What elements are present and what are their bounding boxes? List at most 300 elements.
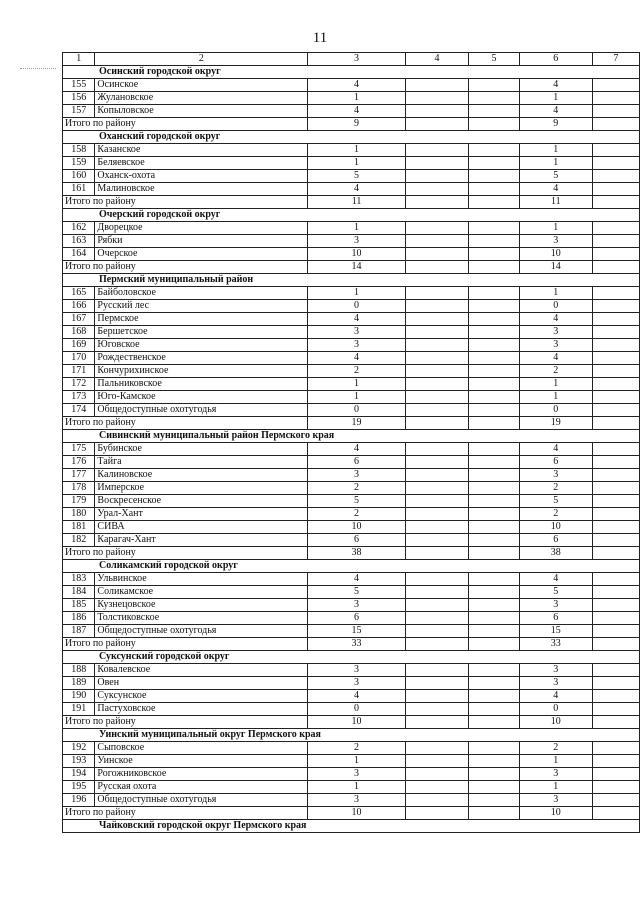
col4-value xyxy=(405,300,468,313)
col5-value xyxy=(469,625,520,638)
col6-total: 10 xyxy=(519,807,592,820)
table-row xyxy=(63,92,640,105)
col3-value: 4 xyxy=(308,79,406,92)
total-label: Итого по району xyxy=(63,417,308,430)
col7-value xyxy=(592,508,639,521)
col5-value xyxy=(469,456,520,469)
col6-value: 1 xyxy=(519,378,592,391)
col7-value xyxy=(592,482,639,495)
table-row xyxy=(63,235,640,248)
col3-value: 1 xyxy=(308,781,406,794)
row-number: 173 xyxy=(63,391,95,404)
page-number: 11 xyxy=(312,30,328,46)
col5-value xyxy=(469,300,520,313)
table-row xyxy=(63,352,640,365)
col7-value xyxy=(592,196,639,209)
col5-value xyxy=(469,248,520,261)
col4-value xyxy=(405,404,468,417)
col6-value: 4 xyxy=(519,79,592,92)
col7-value xyxy=(592,547,639,560)
col6-value: 2 xyxy=(519,365,592,378)
col6-total: 14 xyxy=(519,261,592,274)
total-label: Итого по району xyxy=(63,638,308,651)
section-row xyxy=(63,651,640,664)
col7-value xyxy=(592,157,639,170)
row-name: Копыловское xyxy=(95,105,308,118)
col5-value xyxy=(469,508,520,521)
col6-value: 5 xyxy=(519,170,592,183)
col6-total: 11 xyxy=(519,196,592,209)
col6-value: 3 xyxy=(519,469,592,482)
total-label: Итого по району xyxy=(63,261,308,274)
row-number: 161 xyxy=(63,183,95,196)
col7-value xyxy=(592,638,639,651)
col3-value: 3 xyxy=(308,599,406,612)
table-row xyxy=(63,521,640,534)
col4-value xyxy=(405,378,468,391)
col7-value xyxy=(592,794,639,807)
col7-value xyxy=(592,677,639,690)
table-row xyxy=(63,469,640,482)
col7-value xyxy=(592,417,639,430)
row-number: 157 xyxy=(63,105,95,118)
row-number: 169 xyxy=(63,339,95,352)
col6-value: 3 xyxy=(519,326,592,339)
table-row xyxy=(63,300,640,313)
col4-value xyxy=(405,586,468,599)
section-row xyxy=(63,131,640,144)
row-number: 188 xyxy=(63,664,95,677)
col5-value xyxy=(469,443,520,456)
col7-value xyxy=(592,105,639,118)
col4-value xyxy=(405,352,468,365)
row-name: Овен xyxy=(95,677,308,690)
row-number: 170 xyxy=(63,352,95,365)
col7-value xyxy=(592,92,639,105)
table-row xyxy=(63,755,640,768)
col3-value: 4 xyxy=(308,313,406,326)
col4-value xyxy=(405,79,468,92)
header-cell: 3 xyxy=(308,53,406,66)
col5-value xyxy=(469,547,520,560)
col5-value xyxy=(469,599,520,612)
col3-value: 3 xyxy=(308,664,406,677)
col3-total: 10 xyxy=(308,807,406,820)
col6-value: 10 xyxy=(519,521,592,534)
row-name: Карагач-Хант xyxy=(95,534,308,547)
col3-total: 14 xyxy=(308,261,406,274)
col3-value: 2 xyxy=(308,742,406,755)
col4-value xyxy=(405,157,468,170)
row-name: Рогожниковское xyxy=(95,768,308,781)
total-label: Итого по району xyxy=(63,196,308,209)
col4-value xyxy=(405,807,468,820)
col5-value xyxy=(469,755,520,768)
table-row xyxy=(63,79,640,92)
section-row xyxy=(63,274,640,287)
total-label: Итого по району xyxy=(63,118,308,131)
col4-value xyxy=(405,183,468,196)
row-number: 183 xyxy=(63,573,95,586)
table-row xyxy=(63,586,640,599)
col5-value xyxy=(469,612,520,625)
col7-value xyxy=(592,326,639,339)
section-row xyxy=(63,209,640,222)
table-row xyxy=(63,391,640,404)
row-name: СИВА xyxy=(95,521,308,534)
col6-value: 6 xyxy=(519,456,592,469)
col6-value: 1 xyxy=(519,391,592,404)
row-name: Пермское xyxy=(95,313,308,326)
col3-value: 4 xyxy=(308,183,406,196)
col4-value xyxy=(405,326,468,339)
col5-value xyxy=(469,365,520,378)
col6-value: 5 xyxy=(519,586,592,599)
total-row xyxy=(63,638,640,651)
col3-value: 2 xyxy=(308,482,406,495)
section-row xyxy=(63,66,640,79)
col5-value xyxy=(469,807,520,820)
col4-value xyxy=(405,716,468,729)
col5-value xyxy=(469,313,520,326)
col5-value xyxy=(469,170,520,183)
col3-value: 2 xyxy=(308,365,406,378)
table-row xyxy=(63,482,640,495)
header-cell: 4 xyxy=(405,53,468,66)
row-name: Казанское xyxy=(95,144,308,157)
row-number: 162 xyxy=(63,222,95,235)
total-row xyxy=(63,716,640,729)
col6-value: 4 xyxy=(519,183,592,196)
col3-total: 38 xyxy=(308,547,406,560)
col4-value xyxy=(405,495,468,508)
header-row xyxy=(63,53,640,66)
row-number: 163 xyxy=(63,235,95,248)
row-number: 177 xyxy=(63,469,95,482)
table-row xyxy=(63,703,640,716)
col6-total: 33 xyxy=(519,638,592,651)
col5-value xyxy=(469,469,520,482)
col5-value xyxy=(469,105,520,118)
section-title: Оханский городской округ xyxy=(63,131,640,144)
row-number: 172 xyxy=(63,378,95,391)
col4-value xyxy=(405,365,468,378)
table-row xyxy=(63,742,640,755)
col6-total: 9 xyxy=(519,118,592,131)
col5-value xyxy=(469,534,520,547)
col7-value xyxy=(592,118,639,131)
col6-value: 2 xyxy=(519,508,592,521)
row-number: 194 xyxy=(63,768,95,781)
col7-value xyxy=(592,339,639,352)
row-number: 195 xyxy=(63,781,95,794)
col7-value xyxy=(592,456,639,469)
col6-value: 0 xyxy=(519,300,592,313)
header-cell: 1 xyxy=(63,53,95,66)
section-row xyxy=(63,820,640,833)
col5-value xyxy=(469,742,520,755)
header-cell: 7 xyxy=(592,53,639,66)
row-number: 166 xyxy=(63,300,95,313)
row-number: 189 xyxy=(63,677,95,690)
row-name: Пальниковское xyxy=(95,378,308,391)
table-row xyxy=(63,105,640,118)
col3-value: 1 xyxy=(308,287,406,300)
col7-value xyxy=(592,235,639,248)
col3-value: 3 xyxy=(308,469,406,482)
col7-value xyxy=(592,703,639,716)
col3-value: 6 xyxy=(308,456,406,469)
col4-value xyxy=(405,612,468,625)
col3-value: 6 xyxy=(308,612,406,625)
row-name: Урал-Хант xyxy=(95,508,308,521)
row-name: Толстиковское xyxy=(95,612,308,625)
table-row xyxy=(63,768,640,781)
row-number: 176 xyxy=(63,456,95,469)
row-name: Очерское xyxy=(95,248,308,261)
row-number: 174 xyxy=(63,404,95,417)
col5-value xyxy=(469,638,520,651)
col3-value: 5 xyxy=(308,170,406,183)
col7-value xyxy=(592,781,639,794)
row-number: 182 xyxy=(63,534,95,547)
col5-value xyxy=(469,157,520,170)
col7-value xyxy=(592,183,639,196)
col3-value: 3 xyxy=(308,326,406,339)
total-row xyxy=(63,547,640,560)
col3-total: 11 xyxy=(308,196,406,209)
col5-value xyxy=(469,703,520,716)
row-name: Юговское xyxy=(95,339,308,352)
col6-value: 3 xyxy=(519,599,592,612)
table-row xyxy=(63,170,640,183)
row-name: Общедоступные охотугодья xyxy=(95,794,308,807)
col7-value xyxy=(592,573,639,586)
table-row xyxy=(63,157,640,170)
col5-value xyxy=(469,495,520,508)
col4-value xyxy=(405,534,468,547)
table-row xyxy=(63,781,640,794)
col7-value xyxy=(592,716,639,729)
total-row xyxy=(63,417,640,430)
col4-value xyxy=(405,391,468,404)
col5-value xyxy=(469,716,520,729)
table-row xyxy=(63,573,640,586)
table-row xyxy=(63,508,640,521)
row-name: Суксунское xyxy=(95,690,308,703)
col6-value: 10 xyxy=(519,248,592,261)
col7-value xyxy=(592,807,639,820)
col3-value: 2 xyxy=(308,508,406,521)
table-row xyxy=(63,443,640,456)
col7-value xyxy=(592,313,639,326)
total-row xyxy=(63,196,640,209)
col6-value: 4 xyxy=(519,352,592,365)
col6-value: 0 xyxy=(519,703,592,716)
col6-total: 10 xyxy=(519,716,592,729)
table-row xyxy=(63,625,640,638)
col7-value xyxy=(592,690,639,703)
col7-value xyxy=(592,612,639,625)
col4-value xyxy=(405,794,468,807)
table-row xyxy=(63,378,640,391)
col4-value xyxy=(405,144,468,157)
col5-value xyxy=(469,235,520,248)
col7-value xyxy=(592,664,639,677)
table-row xyxy=(63,599,640,612)
total-row xyxy=(63,261,640,274)
row-name: Русский лес xyxy=(95,300,308,313)
row-name: Уинское xyxy=(95,755,308,768)
col5-value xyxy=(469,690,520,703)
col3-value: 15 xyxy=(308,625,406,638)
row-name: Дворецкое xyxy=(95,222,308,235)
col5-value xyxy=(469,482,520,495)
col6-total: 19 xyxy=(519,417,592,430)
col5-value xyxy=(469,183,520,196)
col3-value: 0 xyxy=(308,300,406,313)
table-row xyxy=(63,690,640,703)
col6-value: 1 xyxy=(519,144,592,157)
row-number: 190 xyxy=(63,690,95,703)
col5-value xyxy=(469,768,520,781)
col5-value xyxy=(469,339,520,352)
total-row xyxy=(63,807,640,820)
col3-value: 3 xyxy=(308,768,406,781)
col5-value xyxy=(469,586,520,599)
total-label: Итого по району xyxy=(63,807,308,820)
section-title: Осинский городской округ xyxy=(63,66,640,79)
col4-value xyxy=(405,547,468,560)
col4-value xyxy=(405,703,468,716)
col4-value xyxy=(405,664,468,677)
row-name: Общедоступные охотугодья xyxy=(95,625,308,638)
row-name: Соликамское xyxy=(95,586,308,599)
row-number: 185 xyxy=(63,599,95,612)
col5-value xyxy=(469,677,520,690)
table-row xyxy=(63,404,640,417)
table-row xyxy=(63,313,640,326)
row-number: 160 xyxy=(63,170,95,183)
row-name: Ульвинское xyxy=(95,573,308,586)
row-number: 187 xyxy=(63,625,95,638)
col5-value xyxy=(469,378,520,391)
table-row xyxy=(63,677,640,690)
row-name: Сыповское xyxy=(95,742,308,755)
section-row xyxy=(63,560,640,573)
header-cell: 6 xyxy=(519,53,592,66)
row-name: Рябки xyxy=(95,235,308,248)
table-row xyxy=(63,495,640,508)
col7-value xyxy=(592,261,639,274)
col7-value xyxy=(592,222,639,235)
row-number: 168 xyxy=(63,326,95,339)
col3-value: 10 xyxy=(308,248,406,261)
col7-value xyxy=(592,742,639,755)
col6-value: 6 xyxy=(519,612,592,625)
col3-value: 4 xyxy=(308,105,406,118)
col6-value: 1 xyxy=(519,222,592,235)
col7-value xyxy=(592,599,639,612)
col4-value xyxy=(405,248,468,261)
row-name: Бубинское xyxy=(95,443,308,456)
table-row xyxy=(63,339,640,352)
col6-total: 38 xyxy=(519,547,592,560)
col7-value xyxy=(592,755,639,768)
col7-value xyxy=(592,300,639,313)
col4-value xyxy=(405,339,468,352)
total-label: Итого по району xyxy=(63,547,308,560)
section-title: Соликамский городской округ xyxy=(63,560,640,573)
col7-value xyxy=(592,586,639,599)
col3-value: 10 xyxy=(308,521,406,534)
col4-value xyxy=(405,261,468,274)
col4-value xyxy=(405,235,468,248)
row-name: Юго-Камское xyxy=(95,391,308,404)
col5-value xyxy=(469,92,520,105)
row-number: 171 xyxy=(63,365,95,378)
col6-value: 4 xyxy=(519,313,592,326)
col4-value xyxy=(405,118,468,131)
col4-value xyxy=(405,690,468,703)
col3-value: 4 xyxy=(308,573,406,586)
table-row xyxy=(63,222,640,235)
row-name: Имперское xyxy=(95,482,308,495)
row-number: 181 xyxy=(63,521,95,534)
section-row xyxy=(63,430,640,443)
section-title: Пермский муниципальный район xyxy=(63,274,640,287)
col4-value xyxy=(405,677,468,690)
col5-value xyxy=(469,664,520,677)
col3-value: 0 xyxy=(308,404,406,417)
table-row xyxy=(63,794,640,807)
col4-value xyxy=(405,105,468,118)
col3-value: 5 xyxy=(308,495,406,508)
col3-value: 1 xyxy=(308,92,406,105)
row-number: 178 xyxy=(63,482,95,495)
row-number: 179 xyxy=(63,495,95,508)
header-cell: 5 xyxy=(469,53,520,66)
col3-total: 33 xyxy=(308,638,406,651)
row-name: Малиновское xyxy=(95,183,308,196)
col6-value: 4 xyxy=(519,443,592,456)
col7-value xyxy=(592,521,639,534)
col5-value xyxy=(469,222,520,235)
col4-value xyxy=(405,287,468,300)
col4-value xyxy=(405,573,468,586)
col3-value: 1 xyxy=(308,378,406,391)
col3-value: 1 xyxy=(308,144,406,157)
table-row xyxy=(63,287,640,300)
col5-value xyxy=(469,573,520,586)
col7-value xyxy=(592,404,639,417)
table-row xyxy=(63,144,640,157)
col7-value xyxy=(592,768,639,781)
col4-value xyxy=(405,521,468,534)
col3-value: 3 xyxy=(308,794,406,807)
col7-value xyxy=(592,287,639,300)
col4-value xyxy=(405,469,468,482)
col7-value xyxy=(592,170,639,183)
row-name: Русская охота xyxy=(95,781,308,794)
col4-value xyxy=(405,638,468,651)
row-number: 186 xyxy=(63,612,95,625)
row-number: 193 xyxy=(63,755,95,768)
col4-value xyxy=(405,599,468,612)
col7-value xyxy=(592,365,639,378)
col6-value: 0 xyxy=(519,404,592,417)
table-row xyxy=(63,326,640,339)
